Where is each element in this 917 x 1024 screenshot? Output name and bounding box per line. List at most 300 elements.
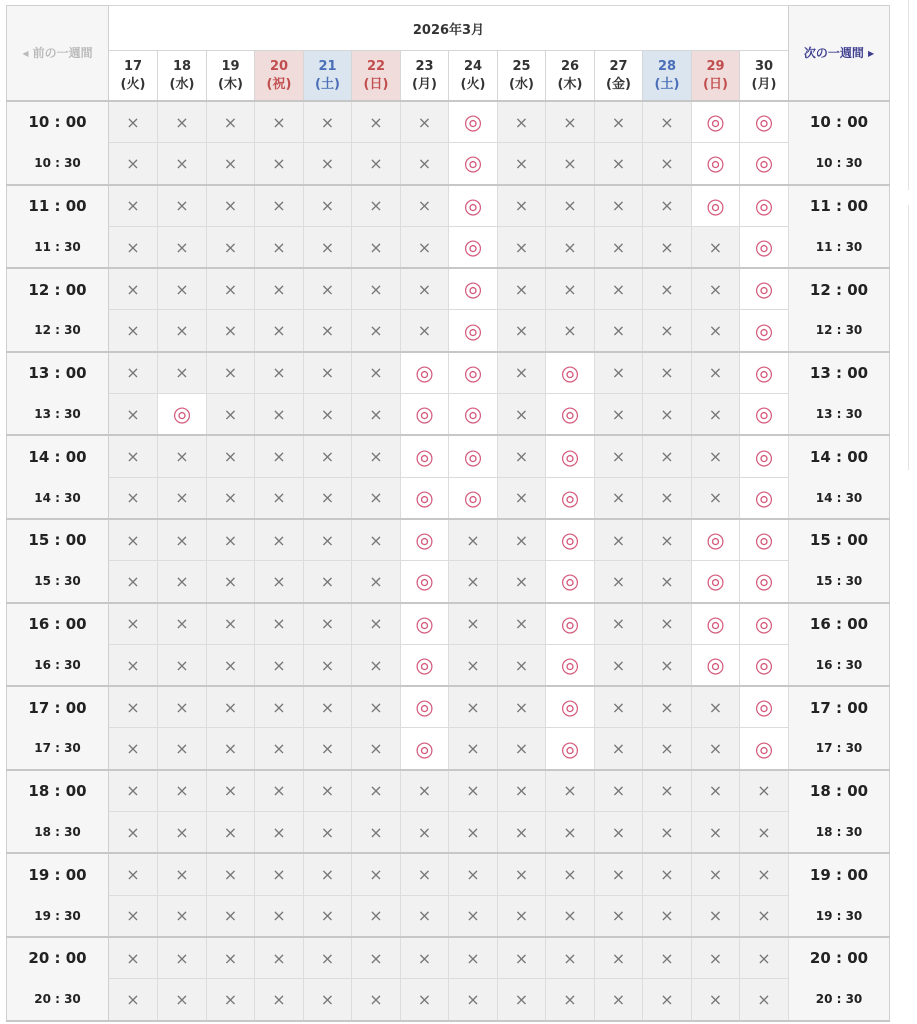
available-slot[interactable]: ◎ bbox=[740, 728, 789, 770]
unavailable-slot: × bbox=[304, 686, 352, 728]
available-slot[interactable]: ◎ bbox=[449, 226, 498, 268]
day-weekday: (日) bbox=[363, 76, 389, 92]
unavailable-slot: × bbox=[207, 435, 255, 477]
time-label-right: 20 : 30 bbox=[789, 979, 890, 1021]
unavailable-slot: × bbox=[546, 310, 595, 352]
time-label-left: 19 : 00 bbox=[7, 853, 109, 895]
next-week-label: 次の一週間 bbox=[803, 46, 864, 60]
time-label-left: 12 : 00 bbox=[7, 268, 109, 310]
time-slot-row bbox=[7, 895, 890, 937]
available-slot[interactable]: ◎ bbox=[546, 644, 595, 686]
unavailable-slot: × bbox=[449, 937, 498, 979]
time-slot-row bbox=[7, 853, 890, 895]
unavailable-slot: × bbox=[401, 895, 449, 937]
unavailable-slot: × bbox=[546, 979, 595, 1021]
unavailable-slot: × bbox=[401, 143, 449, 185]
unavailable-slot: × bbox=[498, 435, 546, 477]
unavailable-slot: × bbox=[109, 937, 158, 979]
unavailable-slot: × bbox=[498, 979, 546, 1021]
unavailable-slot: × bbox=[498, 937, 546, 979]
day-header bbox=[740, 51, 789, 102]
time-label-right: 18 : 00 bbox=[789, 770, 890, 812]
time-label-right: 19 : 00 bbox=[789, 853, 890, 895]
unavailable-slot: × bbox=[109, 895, 158, 937]
available-slot[interactable]: ◎ bbox=[740, 686, 789, 728]
unavailable-slot: × bbox=[255, 561, 304, 603]
unavailable-slot: × bbox=[255, 310, 304, 352]
unavailable-slot: × bbox=[498, 268, 546, 310]
time-slot-row bbox=[7, 143, 890, 185]
unavailable-slot: × bbox=[692, 812, 740, 854]
available-slot[interactable]: ◎ bbox=[740, 477, 789, 519]
unavailable-slot: × bbox=[255, 603, 304, 645]
day-date: 30 bbox=[754, 58, 774, 74]
unavailable-slot: × bbox=[546, 895, 595, 937]
day-date: 28 bbox=[657, 58, 677, 74]
available-slot[interactable]: ◎ bbox=[546, 603, 595, 645]
time-slot-grid bbox=[7, 101, 890, 1021]
available-slot[interactable]: ◎ bbox=[401, 477, 449, 519]
available-slot[interactable]: ◎ bbox=[692, 185, 740, 227]
unavailable-slot: × bbox=[449, 770, 498, 812]
day-header bbox=[109, 51, 158, 102]
time-slot-row bbox=[7, 728, 890, 770]
unavailable-slot: × bbox=[304, 477, 352, 519]
unavailable-slot: × bbox=[304, 143, 352, 185]
time-label-right: 10 : 00 bbox=[789, 101, 890, 143]
unavailable-slot: × bbox=[692, 310, 740, 352]
unavailable-slot: × bbox=[352, 561, 401, 603]
unavailable-slot: × bbox=[692, 853, 740, 895]
unavailable-slot: × bbox=[304, 937, 352, 979]
unavailable-slot: × bbox=[304, 435, 352, 477]
unavailable-slot: × bbox=[158, 937, 207, 979]
unavailable-slot: × bbox=[692, 268, 740, 310]
unavailable-slot: × bbox=[109, 812, 158, 854]
available-slot[interactable]: ◎ bbox=[449, 101, 498, 143]
available-slot[interactable]: ◎ bbox=[546, 728, 595, 770]
unavailable-slot: × bbox=[643, 185, 692, 227]
unavailable-slot: × bbox=[255, 937, 304, 979]
available-slot[interactable]: ◎ bbox=[401, 352, 449, 394]
unavailable-slot: × bbox=[207, 770, 255, 812]
unavailable-slot: × bbox=[498, 853, 546, 895]
unavailable-slot: × bbox=[158, 770, 207, 812]
available-slot[interactable]: ◎ bbox=[740, 435, 789, 477]
reservation-calendar bbox=[6, 5, 890, 1022]
day-date: 25 bbox=[512, 58, 531, 74]
available-slot[interactable]: ◎ bbox=[740, 268, 789, 310]
unavailable-slot: × bbox=[643, 519, 692, 561]
available-slot[interactable]: ◎ bbox=[546, 477, 595, 519]
available-slot[interactable]: ◎ bbox=[401, 686, 449, 728]
day-weekday: (月) bbox=[751, 76, 777, 92]
available-slot[interactable]: ◎ bbox=[449, 268, 498, 310]
time-label-left: 14 : 00 bbox=[7, 435, 109, 477]
time-label-right: 18 : 30 bbox=[789, 812, 890, 854]
available-slot[interactable]: ◎ bbox=[401, 644, 449, 686]
unavailable-slot: × bbox=[643, 394, 692, 436]
time-label-left: 11 : 30 bbox=[7, 226, 109, 268]
available-slot[interactable]: ◎ bbox=[449, 477, 498, 519]
day-header bbox=[595, 51, 643, 102]
available-slot[interactable]: ◎ bbox=[158, 394, 207, 436]
day-date: 18 bbox=[172, 58, 192, 74]
time-label-left: 12 : 30 bbox=[7, 310, 109, 352]
unavailable-slot: × bbox=[401, 310, 449, 352]
caret-left-icon: ◀ bbox=[22, 49, 29, 58]
unavailable-slot: × bbox=[158, 352, 207, 394]
unavailable-slot: × bbox=[546, 770, 595, 812]
available-slot[interactable]: ◎ bbox=[692, 561, 740, 603]
unavailable-slot: × bbox=[498, 561, 546, 603]
day-header bbox=[158, 51, 207, 102]
unavailable-slot: × bbox=[498, 812, 546, 854]
available-slot[interactable]: ◎ bbox=[401, 561, 449, 603]
unavailable-slot: × bbox=[255, 477, 304, 519]
unavailable-slot: × bbox=[109, 394, 158, 436]
unavailable-slot: × bbox=[158, 728, 207, 770]
day-header bbox=[255, 51, 304, 102]
unavailable-slot: × bbox=[595, 143, 643, 185]
unavailable-slot: × bbox=[352, 853, 401, 895]
time-label-right: 17 : 30 bbox=[789, 728, 890, 770]
unavailable-slot: × bbox=[498, 143, 546, 185]
day-header bbox=[304, 51, 352, 102]
available-slot[interactable]: ◎ bbox=[740, 394, 789, 436]
day-date: 20 bbox=[269, 58, 289, 74]
day-date: 26 bbox=[560, 58, 580, 74]
available-slot[interactable]: ◎ bbox=[546, 561, 595, 603]
unavailable-slot: × bbox=[255, 394, 304, 436]
available-slot[interactable]: ◎ bbox=[401, 519, 449, 561]
unavailable-slot: × bbox=[352, 770, 401, 812]
day-weekday: (月) bbox=[412, 76, 437, 92]
unavailable-slot: × bbox=[255, 101, 304, 143]
time-label-left: 14 : 30 bbox=[7, 477, 109, 519]
unavailable-slot: × bbox=[692, 770, 740, 812]
available-slot[interactable]: ◎ bbox=[740, 310, 789, 352]
unavailable-slot: × bbox=[643, 895, 692, 937]
unavailable-slot: × bbox=[304, 226, 352, 268]
unavailable-slot: × bbox=[109, 519, 158, 561]
unavailable-slot: × bbox=[643, 268, 692, 310]
unavailable-slot: × bbox=[595, 394, 643, 436]
unavailable-slot: × bbox=[158, 226, 207, 268]
time-slot-row bbox=[7, 644, 890, 686]
available-slot[interactable]: ◎ bbox=[740, 561, 789, 603]
unavailable-slot: × bbox=[401, 226, 449, 268]
time-label-left: 10 : 30 bbox=[7, 143, 109, 185]
available-slot[interactable]: ◎ bbox=[401, 435, 449, 477]
time-label-right: 14 : 30 bbox=[789, 477, 890, 519]
unavailable-slot: × bbox=[498, 101, 546, 143]
unavailable-slot: × bbox=[352, 435, 401, 477]
unavailable-slot: × bbox=[158, 853, 207, 895]
available-slot[interactable]: ◎ bbox=[449, 143, 498, 185]
unavailable-slot: × bbox=[352, 686, 401, 728]
unavailable-slot: × bbox=[352, 143, 401, 185]
unavailable-slot: × bbox=[498, 519, 546, 561]
unavailable-slot: × bbox=[207, 226, 255, 268]
unavailable-slot: × bbox=[304, 979, 352, 1021]
unavailable-slot: × bbox=[740, 812, 789, 854]
day-weekday: (土) bbox=[315, 76, 340, 92]
time-label-left: 18 : 00 bbox=[7, 770, 109, 812]
unavailable-slot: × bbox=[546, 143, 595, 185]
unavailable-slot: × bbox=[207, 101, 255, 143]
time-slot-row bbox=[7, 477, 890, 519]
unavailable-slot: × bbox=[449, 895, 498, 937]
unavailable-slot: × bbox=[352, 226, 401, 268]
unavailable-slot: × bbox=[158, 519, 207, 561]
unavailable-slot: × bbox=[546, 185, 595, 227]
time-slot-row bbox=[7, 394, 890, 436]
available-slot[interactable]: ◎ bbox=[740, 644, 789, 686]
unavailable-slot: × bbox=[740, 979, 789, 1021]
time-slot-row bbox=[7, 185, 890, 227]
unavailable-slot: × bbox=[158, 603, 207, 645]
unavailable-slot: × bbox=[498, 644, 546, 686]
unavailable-slot: × bbox=[352, 603, 401, 645]
unavailable-slot: × bbox=[546, 101, 595, 143]
day-date: 27 bbox=[609, 58, 628, 74]
unavailable-slot: × bbox=[692, 686, 740, 728]
unavailable-slot: × bbox=[304, 394, 352, 436]
day-date: 23 bbox=[415, 58, 434, 74]
unavailable-slot: × bbox=[207, 979, 255, 1021]
unavailable-slot: × bbox=[109, 979, 158, 1021]
unavailable-slot: × bbox=[304, 101, 352, 143]
day-header bbox=[498, 51, 546, 102]
prev-week-link[interactable] bbox=[7, 44, 108, 61]
available-slot[interactable]: ◎ bbox=[740, 603, 789, 645]
available-slot[interactable]: ◎ bbox=[449, 394, 498, 436]
time-label-left: 16 : 30 bbox=[7, 644, 109, 686]
unavailable-slot: × bbox=[304, 561, 352, 603]
unavailable-slot: × bbox=[401, 185, 449, 227]
unavailable-slot: × bbox=[255, 185, 304, 227]
time-label-right: 15 : 30 bbox=[789, 561, 890, 603]
unavailable-slot: × bbox=[692, 937, 740, 979]
unavailable-slot: × bbox=[498, 770, 546, 812]
day-header bbox=[692, 51, 740, 102]
unavailable-slot: × bbox=[255, 812, 304, 854]
unavailable-slot: × bbox=[595, 185, 643, 227]
unavailable-slot: × bbox=[352, 310, 401, 352]
unavailable-slot: × bbox=[692, 435, 740, 477]
available-slot[interactable]: ◎ bbox=[740, 185, 789, 227]
unavailable-slot: × bbox=[255, 979, 304, 1021]
unavailable-slot: × bbox=[595, 435, 643, 477]
prev-week-cell bbox=[7, 6, 109, 102]
unavailable-slot: × bbox=[158, 101, 207, 143]
unavailable-slot: × bbox=[207, 268, 255, 310]
unavailable-slot: × bbox=[546, 937, 595, 979]
time-label-right: 16 : 30 bbox=[789, 644, 890, 686]
available-slot[interactable]: ◎ bbox=[692, 603, 740, 645]
unavailable-slot: × bbox=[595, 644, 643, 686]
unavailable-slot: × bbox=[643, 352, 692, 394]
unavailable-slot: × bbox=[692, 226, 740, 268]
unavailable-slot: × bbox=[304, 185, 352, 227]
page-edge-line bbox=[908, 0, 909, 190]
next-week-cell bbox=[789, 6, 890, 102]
day-date: 29 bbox=[706, 58, 725, 74]
unavailable-slot: × bbox=[109, 226, 158, 268]
unavailable-slot: × bbox=[207, 394, 255, 436]
unavailable-slot: × bbox=[158, 435, 207, 477]
time-label-left: 15 : 30 bbox=[7, 561, 109, 603]
time-label-left: 11 : 00 bbox=[7, 185, 109, 227]
available-slot[interactable]: ◎ bbox=[546, 394, 595, 436]
day-weekday: (祝) bbox=[266, 76, 292, 92]
unavailable-slot: × bbox=[449, 686, 498, 728]
time-label-left: 15 : 00 bbox=[7, 519, 109, 561]
unavailable-slot: × bbox=[207, 895, 255, 937]
available-slot[interactable]: ◎ bbox=[449, 185, 498, 227]
time-slot-row bbox=[7, 310, 890, 352]
available-slot[interactable]: ◎ bbox=[401, 728, 449, 770]
unavailable-slot: × bbox=[109, 352, 158, 394]
unavailable-slot: × bbox=[449, 603, 498, 645]
unavailable-slot: × bbox=[498, 895, 546, 937]
available-slot[interactable]: ◎ bbox=[449, 435, 498, 477]
day-weekday: (水) bbox=[509, 76, 534, 92]
day-date: 19 bbox=[221, 58, 240, 74]
available-slot[interactable]: ◎ bbox=[546, 352, 595, 394]
unavailable-slot: × bbox=[207, 603, 255, 645]
time-label-left: 20 : 30 bbox=[7, 979, 109, 1021]
unavailable-slot: × bbox=[109, 268, 158, 310]
unavailable-slot: × bbox=[207, 352, 255, 394]
unavailable-slot: × bbox=[304, 603, 352, 645]
unavailable-slot: × bbox=[109, 101, 158, 143]
unavailable-slot: × bbox=[255, 770, 304, 812]
time-slot-row bbox=[7, 352, 890, 394]
unavailable-slot: × bbox=[498, 728, 546, 770]
available-slot[interactable]: ◎ bbox=[740, 143, 789, 185]
available-slot[interactable]: ◎ bbox=[692, 519, 740, 561]
time-slot-row bbox=[7, 268, 890, 310]
unavailable-slot: × bbox=[352, 394, 401, 436]
day-header bbox=[449, 51, 498, 102]
day-date: 22 bbox=[366, 58, 386, 74]
unavailable-slot: × bbox=[595, 853, 643, 895]
unavailable-slot: × bbox=[546, 812, 595, 854]
available-slot[interactable]: ◎ bbox=[401, 603, 449, 645]
next-week-link[interactable] bbox=[789, 44, 889, 61]
time-label-left: 10 : 00 bbox=[7, 101, 109, 143]
unavailable-slot: × bbox=[352, 519, 401, 561]
unavailable-slot: × bbox=[643, 770, 692, 812]
unavailable-slot: × bbox=[158, 644, 207, 686]
unavailable-slot: × bbox=[643, 435, 692, 477]
unavailable-slot: × bbox=[207, 561, 255, 603]
unavailable-slot: × bbox=[692, 477, 740, 519]
unavailable-slot: × bbox=[304, 519, 352, 561]
unavailable-slot: × bbox=[158, 561, 207, 603]
unavailable-slot: × bbox=[643, 226, 692, 268]
available-slot[interactable]: ◎ bbox=[740, 352, 789, 394]
time-label-right: 12 : 00 bbox=[789, 268, 890, 310]
unavailable-slot: × bbox=[352, 352, 401, 394]
available-slot[interactable]: ◎ bbox=[740, 519, 789, 561]
unavailable-slot: × bbox=[595, 310, 643, 352]
unavailable-slot: × bbox=[255, 644, 304, 686]
available-slot[interactable]: ◎ bbox=[546, 519, 595, 561]
unavailable-slot: × bbox=[255, 143, 304, 185]
available-slot[interactable]: ◎ bbox=[449, 352, 498, 394]
time-label-right: 12 : 30 bbox=[789, 310, 890, 352]
unavailable-slot: × bbox=[595, 770, 643, 812]
available-slot[interactable]: ◎ bbox=[401, 394, 449, 436]
time-label-left: 13 : 00 bbox=[7, 352, 109, 394]
unavailable-slot: × bbox=[304, 853, 352, 895]
day-weekday: (土) bbox=[654, 76, 680, 92]
available-slot[interactable]: ◎ bbox=[546, 435, 595, 477]
available-slot[interactable]: ◎ bbox=[546, 686, 595, 728]
unavailable-slot: × bbox=[595, 477, 643, 519]
available-slot[interactable]: ◎ bbox=[692, 644, 740, 686]
unavailable-slot: × bbox=[643, 310, 692, 352]
unavailable-slot: × bbox=[207, 728, 255, 770]
available-slot[interactable]: ◎ bbox=[692, 143, 740, 185]
unavailable-slot: × bbox=[304, 812, 352, 854]
unavailable-slot: × bbox=[595, 937, 643, 979]
unavailable-slot: × bbox=[643, 143, 692, 185]
time-label-right: 11 : 00 bbox=[789, 185, 890, 227]
unavailable-slot: × bbox=[255, 352, 304, 394]
time-slot-row bbox=[7, 979, 890, 1021]
unavailable-slot: × bbox=[498, 185, 546, 227]
available-slot[interactable]: ◎ bbox=[449, 310, 498, 352]
unavailable-slot: × bbox=[546, 853, 595, 895]
time-label-right: 17 : 00 bbox=[789, 686, 890, 728]
available-slot[interactable]: ◎ bbox=[692, 101, 740, 143]
unavailable-slot: × bbox=[109, 644, 158, 686]
unavailable-slot: × bbox=[109, 853, 158, 895]
time-label-left: 20 : 00 bbox=[7, 937, 109, 979]
unavailable-slot: × bbox=[595, 352, 643, 394]
unavailable-slot: × bbox=[352, 644, 401, 686]
time-label-right: 10 : 30 bbox=[789, 143, 890, 185]
unavailable-slot: × bbox=[595, 561, 643, 603]
unavailable-slot: × bbox=[595, 519, 643, 561]
available-slot[interactable]: ◎ bbox=[740, 101, 789, 143]
time-label-right: 11 : 30 bbox=[789, 226, 890, 268]
time-label-left: 16 : 00 bbox=[7, 603, 109, 645]
day-header bbox=[401, 51, 449, 102]
unavailable-slot: × bbox=[546, 268, 595, 310]
unavailable-slot: × bbox=[304, 268, 352, 310]
time-slot-row bbox=[7, 226, 890, 268]
unavailable-slot: × bbox=[401, 979, 449, 1021]
unavailable-slot: × bbox=[401, 770, 449, 812]
unavailable-slot: × bbox=[109, 770, 158, 812]
caret-right-icon: ▶ bbox=[868, 49, 875, 58]
time-label-right: 14 : 00 bbox=[789, 435, 890, 477]
available-slot[interactable]: ◎ bbox=[740, 226, 789, 268]
unavailable-slot: × bbox=[498, 226, 546, 268]
unavailable-slot: × bbox=[304, 352, 352, 394]
time-label-right: 13 : 00 bbox=[789, 352, 890, 394]
unavailable-slot: × bbox=[255, 728, 304, 770]
unavailable-slot: × bbox=[595, 979, 643, 1021]
unavailable-slot: × bbox=[498, 394, 546, 436]
day-weekday: (木) bbox=[557, 76, 583, 92]
unavailable-slot: × bbox=[595, 101, 643, 143]
